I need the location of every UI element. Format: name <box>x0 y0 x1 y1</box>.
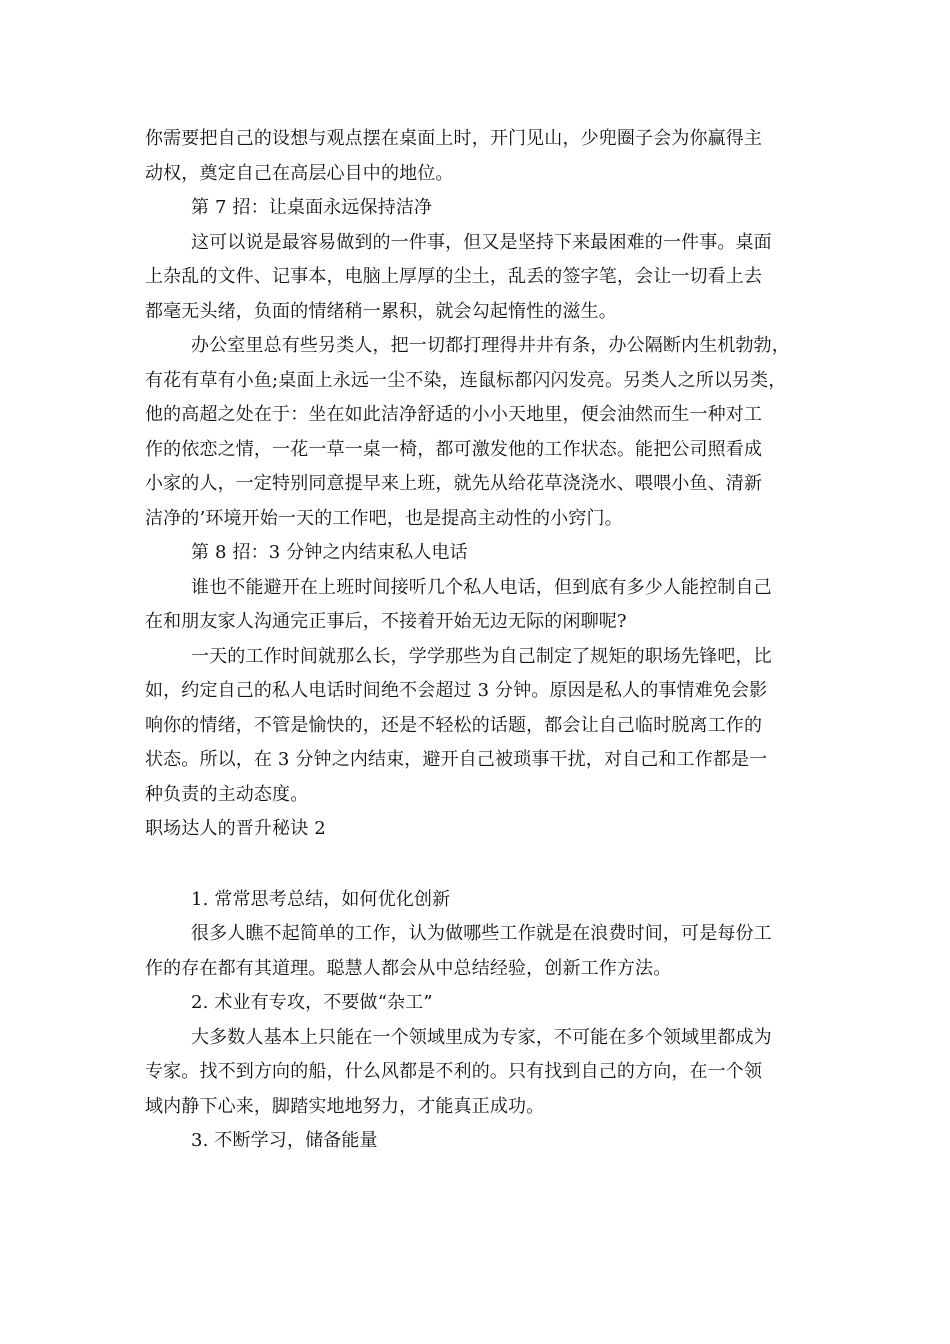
paragraph-line: 状态。所以，在 3 分钟之内结束，避开自己被琐事干扰，对自己和工作都是一 <box>145 749 768 770</box>
spacer <box>145 847 813 883</box>
document-body <box>145 122 813 1159</box>
paragraph-line: 有花有草有小鱼;桌面上永远一尘不染，连鼠标都闪闪发亮。另类人之所以另类， <box>145 369 787 391</box>
paragraph-line: 这可以说是最容易做到的一件事，但又是坚持下来最困难的一件事。桌面 <box>191 231 772 253</box>
paragraph-line: 都毫无头绪，负面的情绪稍一累积，就会勾起惰性的滋生。 <box>145 300 617 322</box>
paragraph-line: 洁净的’环境开始一天的工作吧，也是提高主动性的小窍门。 <box>145 507 623 529</box>
paragraph-line: 专家。找不到方向的船，什么风都是不利的。只有找到自己的方向，在一个领 <box>145 1061 763 1082</box>
paragraph-line: 种负责的主动态度。 <box>145 783 309 805</box>
paragraph-line: 如，约定自己的私人电话时间绝不会超过 3 分钟。原因是私人的事情难免会影 <box>145 680 768 701</box>
paragraph-line: 一天的工作时间就那么长，学学那些为自己制定了规矩的职场先锋吧，比 <box>191 645 772 667</box>
section-heading-tip-7: 第 7 招：让桌面永远保持洁净 <box>191 197 433 218</box>
paragraph-line: 响你的情绪，不管是愉快的，还是不轻松的话题，都会让自己临时脱离工作的 <box>145 714 763 736</box>
paragraph-line: 小家的人，一定特别同意提早来上班，就先从给花草浇浇水、喂喂小鱼、清新 <box>145 473 763 494</box>
paragraph-line: 上杂乱的文件、记事本，电脑上厚厚的尘土，乱丢的签字笔，会让一切看上去 <box>145 266 763 287</box>
paragraph-line: 大多数人基本上只能在一个领域里成为专家，不可能在多个领域里都成为 <box>191 1026 772 1048</box>
list-item-heading-2: 2. 术业有专攻，不要做“杂工” <box>191 992 433 1013</box>
paragraph-line: 作的存在都有其道理。聪慧人都会从中总结经验，创新工作方法。 <box>145 957 672 979</box>
paragraph-line: 作的依恋之情，一花一草一桌一椅，都可激发他的工作状态。能把公司照看成 <box>145 438 763 460</box>
section-heading-tip-8: 第 8 招：3 分钟之内结束私人电话 <box>191 542 468 563</box>
article-title: 职场达人的晋升秘诀 2 <box>145 818 326 839</box>
paragraph-line: 很多人瞧不起简单的工作，认为做哪些工作就是在浪费时间，可是每份工 <box>191 923 772 944</box>
list-item-heading-3: 3. 不断学习，储备能量 <box>191 1130 378 1151</box>
paragraph-line: 在和朋友家人沟通完正事后，不接着开始无边无际的闲聊呢? <box>145 611 627 632</box>
paragraph-line: 动权，奠定自己在高层心目中的地位。 <box>145 162 454 184</box>
paragraph-line: 他的高超之处在于：坐在如此洁净舒适的小小天地里，便会油然而生一种对工 <box>145 404 763 425</box>
paragraph-line: 办公室里总有些另类人，把一切都打理得井井有条，办公隔断内生机勃勃， <box>191 335 790 356</box>
paragraph-line: 域内静下心来，脚踏实地地努力，才能真正成功。 <box>145 1095 545 1117</box>
list-item-heading-1: 1. 常常思考总结，如何优化创新 <box>191 888 451 910</box>
paragraph-line: 你需要把自己的设想与观点摆在桌面上时，开门见山，少兜圈子会为你赢得主 <box>145 128 763 149</box>
paragraph-line: 谁也不能避开在上班时间接听几个私人电话，但到底有多少人能控制自己 <box>191 576 772 598</box>
